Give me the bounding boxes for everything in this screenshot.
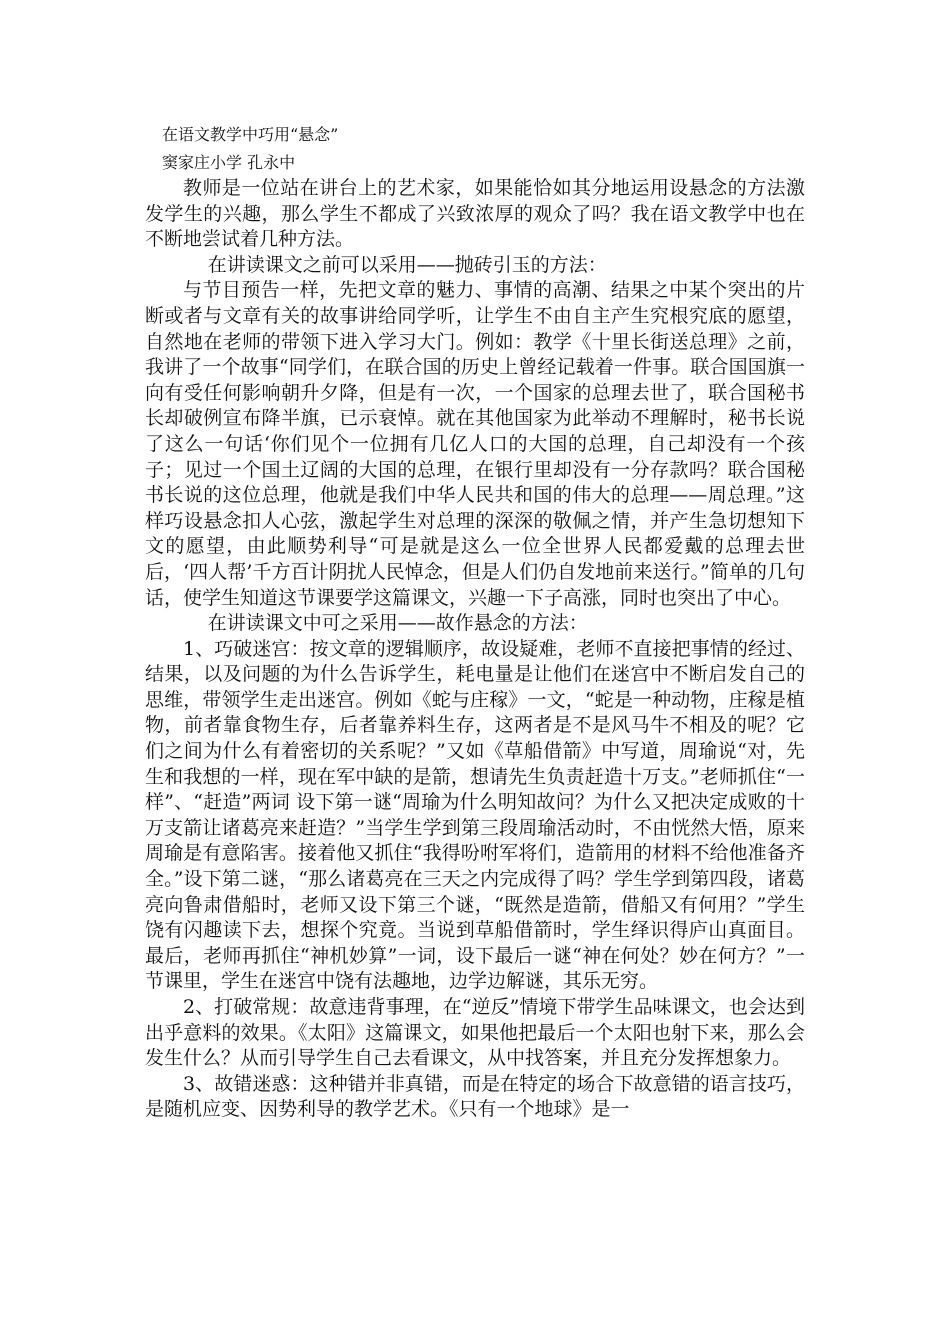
paragraph-method-3: 3、故错迷惑：这种错并非真错，而是在特定的场合下故意错的语言技巧，是随机应变、因势利导的教学艺术。《只有一个地球》是一 bbox=[145, 1072, 805, 1121]
paragraph-section-heading: 在讲读课文中可之采用——故作悬念的方法： bbox=[207, 612, 588, 635]
paragraph-method-2: 2、打破常规：故意违背事理，在“逆反”情境下带学生品味课文，也会达到出乎意料的效果。《太阳》这篇课文，如果他把最后一个太阳也射下来，那么会发生什么？从而引导学生自己去看课文，从中找答案，并且充分发挥想象力。 bbox=[145, 996, 805, 1070]
document-body bbox=[145, 176, 805, 1123]
document-author: 窦家庄小学 孔永中 bbox=[162, 153, 296, 172]
document-title: 在语文教学中巧用“悬念” bbox=[162, 125, 339, 144]
paragraph-method-1: 1、巧破迷宫：按文章的逻辑顺序，故设疑难，老师不直接把事情的经过、结果，以及问题的为什么告诉学生，耗电量是让他们在迷宫中不断启发自己的思维，带领学生走出迷宫。例如《蛇与庄稼》一文，“蛇是一种动物，庄稼是植物，前者靠食物生存，后者靠养料生存，这两者是不是风马牛不相及的呢？它们之间为什么有着密切的关系呢？”又如《草船借箭》中写道，周瑜说“对，先生和我想的一样，现在军中缺的是箭，想请先生负责赶造十万支。”老师抓住“一样”、“赶造”两词 设下第一谜“周瑜为什么明知故问？为什么又把决定成败的十万支箭让诸葛亮来赶造？”当学生学到第三段周瑜活动时，不由恍然大悟，原来周瑜是有意陷害。接着他又抓住“我得吩咐军将们，造箭用的材料不给他准备齐全。”设下第二谜，“那么诸葛亮在三天之内完成得了吗？学生学到第四段，诸葛亮向鲁肃借船时，老师又设下第三个谜，“既然是造箭，借船又有何用？”学生饶有闪趣读下去，想探个究竟。当说到草船借箭时，学生绎识得庐山真面目。最后，老师再抓住“神机妙算”一词，设下最后一谜“神在何处？妙在何方？”一节课里，学生在迷宫中饶有法趣地，边学边解谜，其乐无穷。 bbox=[145, 637, 805, 993]
paragraph-intro: 教师是一位站在讲台上的艺术家，如果能恰如其分地运用设悬念的方法激发学生的兴趣，那么学生不都成了兴致浓厚的观众了吗？我在语文教学中也在不断地尝试着几种方法。 bbox=[145, 177, 805, 251]
paragraph-section-heading: 在讲读课文之前可以采用——抛砖引玉的方法： bbox=[207, 253, 607, 276]
paragraph-example-story: 与节目预告一样，先把文章的魅力、事情的高潮、结果之中某个突出的片断或者与文章有关的故事讲给同学听，让学生不由自主产生究根究底的愿望，自然地在老师的带领下进入学习大门。例如：教学《十里长街送总理》之前，我讲了一个故事“同学们，在联合国的历史上曾经记载着一件事。联合国国旗一向有受任何影响朝升夕降，但是有一次，一个国家的总理去世了，联合国秘书长却破例宣布降半旗，已示衰悼。就在其他国家为此举动不理解时，秘书长说了这么一句话‘你们见个一位拥有几亿人口的大国的总理，自己却没有一个孩子；见过一个国土辽阔的大国的总理，在银行里却没有一分存款吗？联合国秘书长说的这位总理，他就是我们中华人民共和国的伟大的总理——周总理。”这样巧设悬念扣人心弦，激起学生对总理的深深的敬佩之情，并产生急切想知下文的愿望，由此顺势利导“可是就是这么一位全世界人民都爱戴的总理去世后，‘四人帮’千方百计阴扰人民悼念，但是人们仍自发地前来送行。”简单的几句话，使学生知道这节课要学这篇课文，兴趣一下子高涨，同时也突出了中心。 bbox=[145, 279, 805, 609]
